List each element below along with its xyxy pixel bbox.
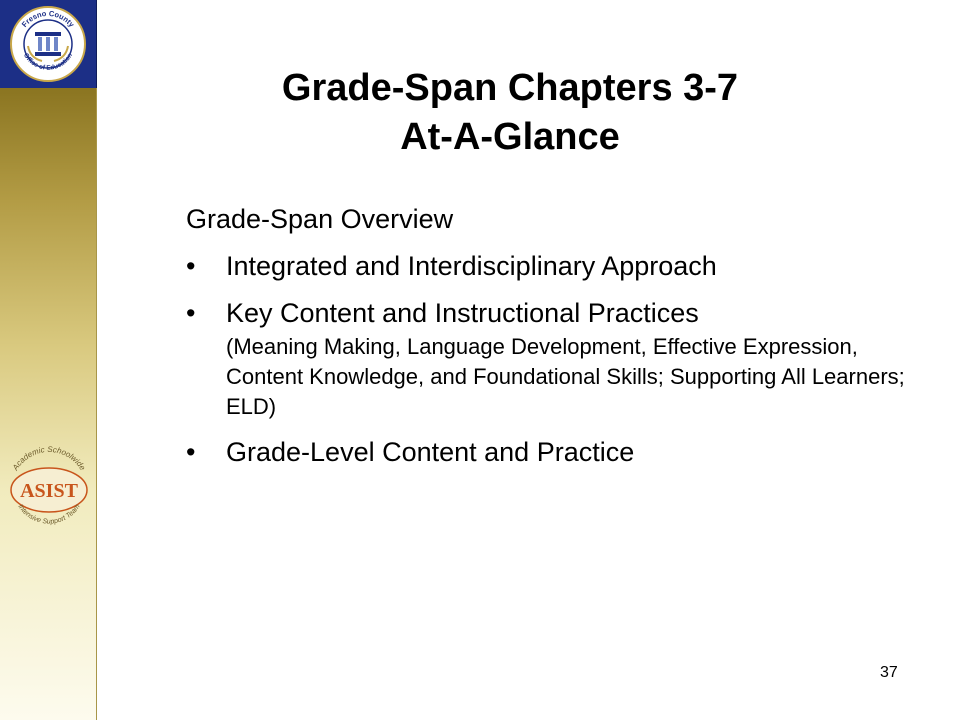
bullet-list [186, 250, 906, 469]
svg-text:Academic Schoolwide: Academic Schoolwide [10, 444, 88, 472]
bullet-item [186, 436, 906, 469]
bullet-dot: • [186, 437, 196, 467]
asist-logo-icon [4, 444, 94, 534]
title-line-2: At-A-Glance [400, 116, 620, 158]
slide-title [200, 64, 820, 162]
bullet-text: Grade-Level Content and Practice [226, 437, 635, 467]
bullet-dot: • [186, 298, 196, 328]
bullet-subtext: (Meaning Making, Language Development, Effective Expression, Content Knowledge, and Foundational Skills; Supporting All Learners; ELD) [226, 334, 905, 419]
bullet-item [186, 297, 906, 422]
county-seal-icon [8, 4, 88, 84]
svg-text:Intensive Support Team: Intensive Support Team [16, 503, 82, 526]
bullet-text: Key Content and Instructional Practices [226, 298, 699, 328]
bullet-item [186, 250, 906, 283]
title-line-1: Grade-Span Chapters 3-7 [281, 67, 739, 109]
logo-box [0, 0, 97, 88]
bullet-text: Integrated and Interdisciplinary Approach [226, 251, 717, 281]
svg-text:Office of Education: Office of Education [21, 52, 75, 72]
slide-body [186, 202, 906, 483]
overview-label: Grade-Span Overview [186, 204, 454, 234]
page-number: 37 [880, 664, 898, 681]
sidebar [0, 0, 97, 720]
svg-text:ASIST: ASIST [20, 480, 78, 502]
bullet-dot: • [186, 251, 196, 281]
svg-text:Fresno County: Fresno County [19, 8, 77, 29]
